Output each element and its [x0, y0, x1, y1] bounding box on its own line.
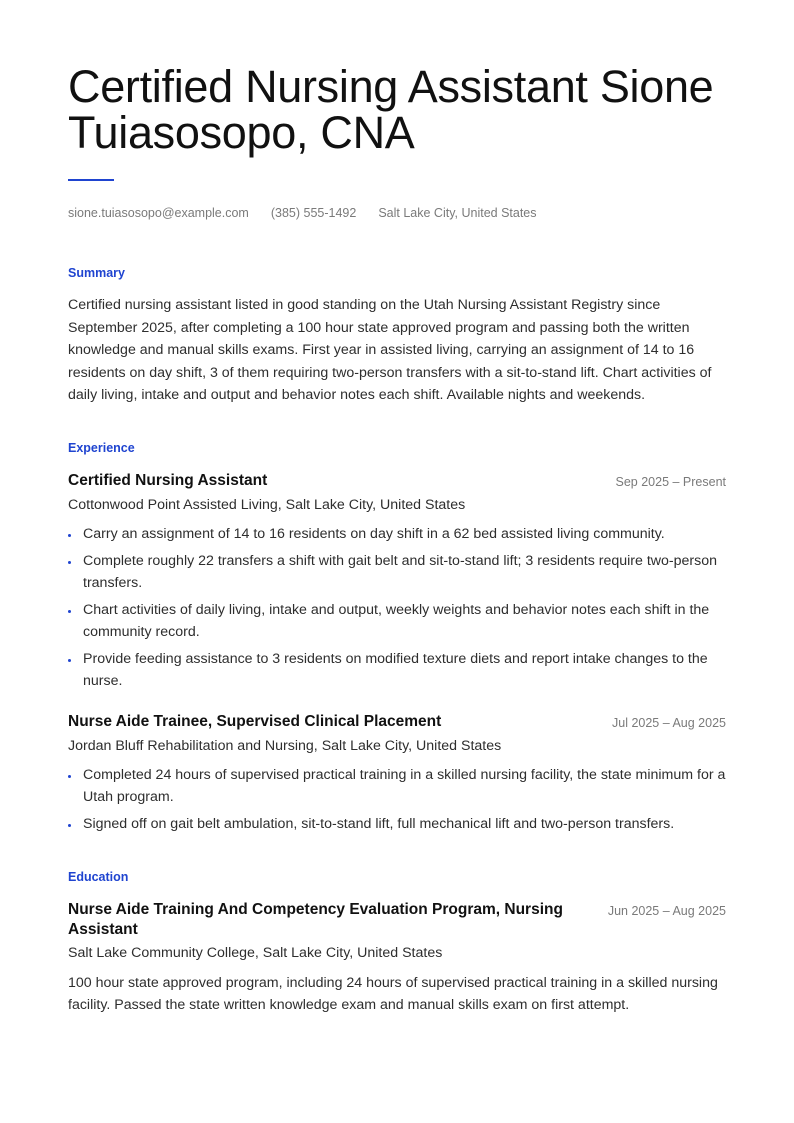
- bullet-text: Provide feeding assistance to 3 residents on modified texture diets and report intake changes to the nurse.: [83, 651, 708, 689]
- experience-entry: [68, 712, 726, 836]
- bullet-text: Carry an assignment of 14 to 16 residents on day shift in a 62 bed assisted living community.: [83, 525, 665, 542]
- contact-email[interactable]: sione.tuiasosopo@example.com: [68, 206, 249, 220]
- job-title: Certified Nursing Assistant: [68, 471, 268, 489]
- bullet-dot-icon: [68, 534, 71, 537]
- education-institution: Salt Lake Community College, Salt Lake City, United States: [68, 944, 443, 961]
- bullet-text: Chart activities of daily living, intake and output, weekly weights and behavior notes each shift in the community record.: [83, 602, 710, 640]
- bullet-text: Completed 24 hours of supervised practical training in a skilled nursing facility, the state minimum for a Utah program.: [83, 767, 726, 805]
- bullet-item: [68, 524, 726, 546]
- education-description: 100 hour state approved program, including 24 hours of supervised practical training in a skilled nursing facility. Passed the state written knowledge exam and manual skills exam on first attempt.: [68, 974, 718, 1013]
- candidate-name: Certified Nursing Assistant Sione Tuiasosopo, CNA: [68, 61, 714, 158]
- education-heading: Education: [68, 869, 129, 884]
- bullet-dot-icon: [68, 659, 71, 662]
- resume-page: [68, 61, 726, 1016]
- bullet-dot-icon: [68, 610, 71, 613]
- contact-location: Salt Lake City, United States: [378, 206, 537, 220]
- job-organization: Jordan Bluff Rehabilitation and Nursing, Salt Lake City, United States: [68, 738, 502, 755]
- contact-line: [68, 206, 726, 220]
- accent-divider: [68, 179, 114, 181]
- bullet-item: [68, 649, 726, 692]
- bullet-item: [68, 600, 726, 643]
- bullet-dot-icon: [68, 561, 71, 564]
- bullet-text: Complete roughly 22 transfers a shift with gait belt and sit-to-stand lift; 3 residents require two-person transfers.: [83, 553, 718, 591]
- job-dates: Sep 2025 – Present: [615, 474, 726, 489]
- experience-entry: [68, 471, 726, 693]
- bullet-item: [68, 551, 726, 594]
- job-dates: Jul 2025 – Aug 2025: [612, 716, 726, 731]
- job-bullets: [68, 765, 726, 836]
- contact-phone[interactable]: (385) 555-1492: [270, 206, 357, 220]
- summary-text: Certified nursing assistant listed in good standing on the Utah Nursing Assistant Registry since September 2025, after completing a 100 hour state approved program and passing both the written knowledge and manual skills exams. First year in assisted living, carrying an assignment of 14 to 16 residents on day shift, 3 of them requiring two-person transfers with a sit-to-stand lift. Chart activities of daily living, intake and output and behavior notes each shift. Available nights and weekends.: [68, 297, 712, 404]
- bullet-text: Signed off on gait belt ambulation, sit-to-stand lift, full mechanical lift and two-person transfers.: [83, 816, 675, 833]
- job-title: Nurse Aide Trainee, Supervised Clinical Placement: [68, 713, 442, 731]
- job-organization: Cottonwood Point Assisted Living, Salt Lake City, United States: [68, 496, 466, 513]
- experience-heading: Experience: [68, 440, 135, 455]
- education-entry: [68, 900, 726, 1016]
- education-title: Nurse Aide Training And Competency Evaluation Program, Nursing Assistant: [68, 900, 563, 938]
- education-dates: Jun 2025 – Aug 2025: [607, 903, 726, 918]
- job-bullets: [68, 524, 726, 693]
- bullet-item: [68, 765, 726, 808]
- bullet-dot-icon: [68, 824, 71, 827]
- bullet-item: [68, 814, 726, 836]
- summary-heading: Summary: [68, 266, 125, 280]
- bullet-dot-icon: [68, 775, 71, 778]
